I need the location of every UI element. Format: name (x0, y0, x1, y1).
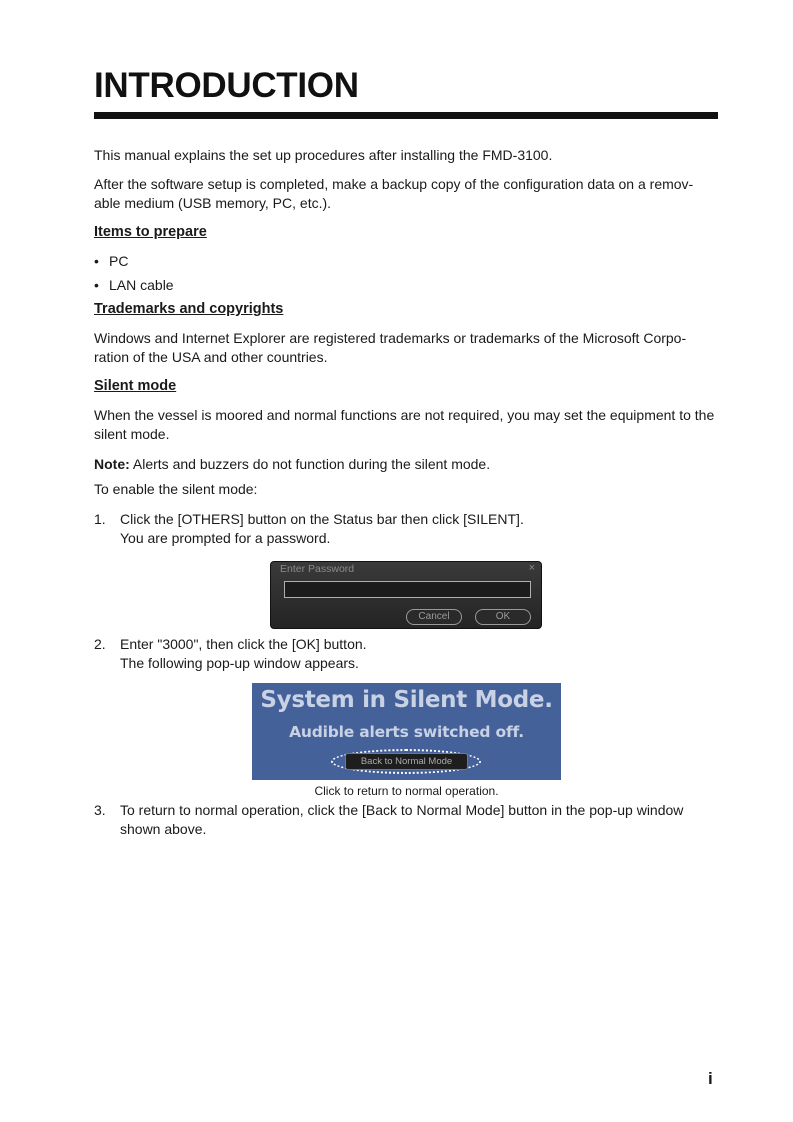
silent-mode-heading: Silent mode (94, 378, 177, 394)
trademarks-heading: Trademarks and copyrights (94, 301, 284, 317)
password-dialog (270, 561, 542, 629)
intro-paragraph-2: After the software setup is completed, make a backup copy of the configuration data on a remov-able medium (USB memory, PC, etc.). (94, 176, 694, 211)
back-to-normal-button[interactable]: Back to Normal Mode (345, 753, 468, 770)
silent-mode-popup (252, 683, 561, 780)
password-input[interactable] (284, 581, 531, 598)
ok-button[interactable]: OK (475, 609, 531, 625)
page-number: i (708, 1069, 713, 1088)
intro-paragraph-1: This manual explains the set up procedures after installing the FMD-3100. (94, 147, 553, 163)
silent-mode-text: When the vessel is moored and normal functions are not required, you may set the equipment to the silent mode. (94, 407, 715, 442)
close-icon[interactable]: × (528, 562, 535, 574)
list-item: • LAN cable (94, 277, 174, 293)
items-to-prepare-heading: Items to prepare (94, 224, 207, 240)
note: Note: Alerts and buzzers do not function during the silent mode. (94, 456, 491, 472)
step-3: 3. To return to normal operation, click the [Back to Normal Mode] button in the pop-up window shown above. (94, 802, 684, 837)
trademarks-text: Windows and Internet Explorer are registered trademarks or trademarks of the Microsoft Corpo-ration of the USA and other countries. (94, 330, 687, 365)
cancel-button[interactable]: Cancel (406, 609, 462, 625)
password-dialog-title: Enter Password (280, 563, 355, 575)
step-1: 1. Click the [OTHERS] button on the Status bar then click [SILENT]. You are prompted for a password. (94, 511, 524, 546)
step-2: 2. Enter "3000", then click the [OK] button. The following pop-up window appears. (94, 636, 367, 671)
enable-text: To enable the silent mode: (94, 481, 258, 497)
silent-popup-subtitle: Audible alerts switched off. (289, 723, 524, 741)
popup-caption: Click to return to normal operation. (314, 784, 499, 798)
page-title: INTRODUCTION (94, 66, 359, 105)
title-rule (94, 112, 718, 119)
silent-popup-title: System in Silent Mode. (260, 687, 553, 713)
list-item: • PC (94, 253, 129, 269)
